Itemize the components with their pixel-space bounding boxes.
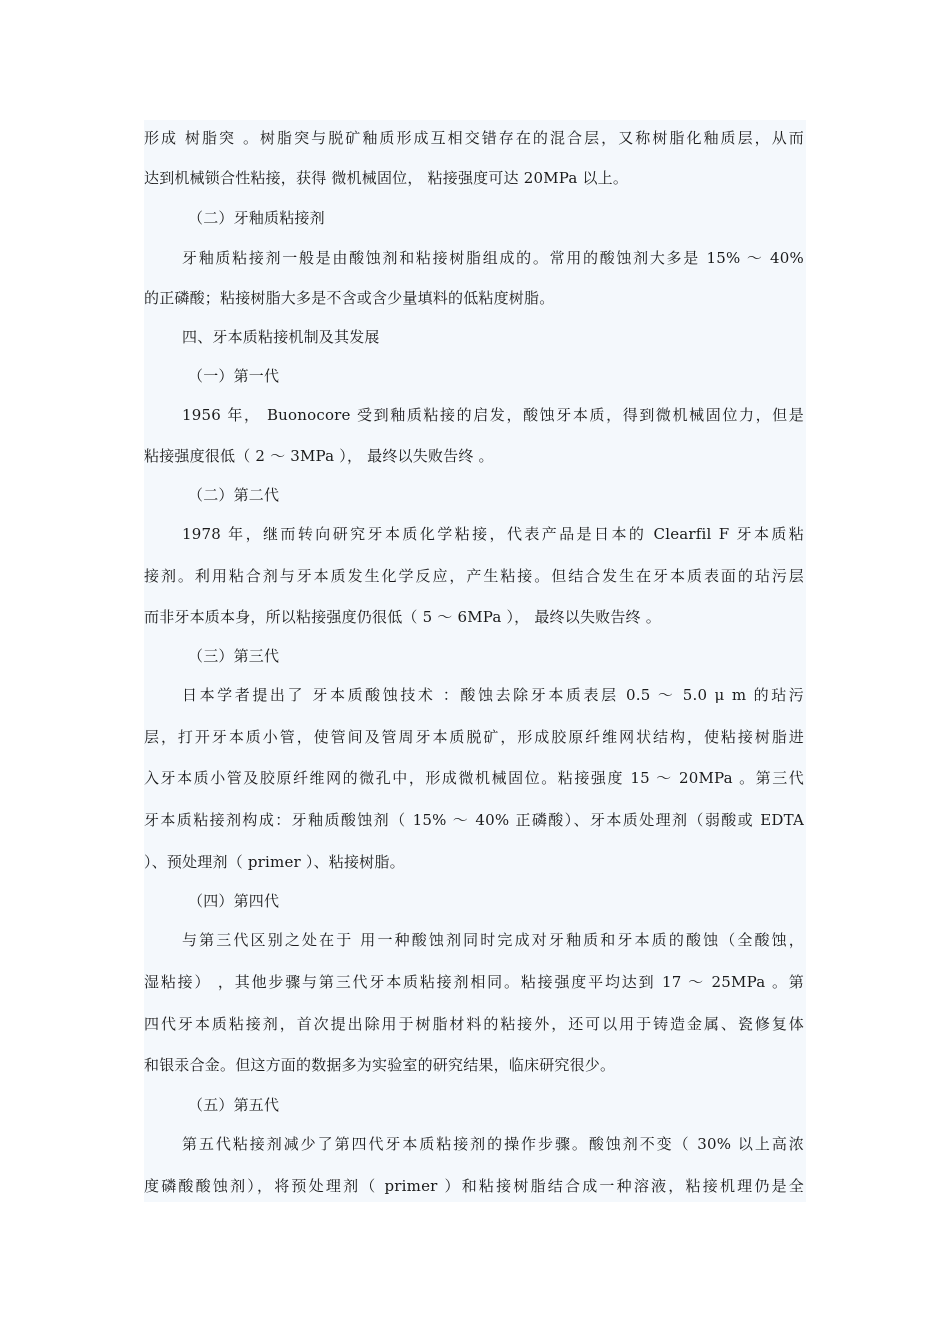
text-line: 而非牙本质本身，所以粘接强度仍很低（ 5 ～ 6MPa ）， 最终以失败告终 。 xyxy=(144,608,661,626)
text-line: 层，打开牙本质小管，使管间及管周牙本质脱矿，形成胶原纤维网状结构，使粘接树脂进 xyxy=(144,728,804,746)
sub-heading: （三）第三代 xyxy=(188,647,280,665)
text-line: 牙本质粘接剂构成：牙釉质酸蚀剂（ 15% ～ 40% 正磷酸）、牙本质处理剂（弱酸或 EDTA xyxy=(144,811,804,829)
sub-heading: （四）第四代 xyxy=(188,892,280,910)
paragraph-first-line: 与第三代区别之处在于 用一种酸蚀剂同时完成对牙釉质和牙本质的酸蚀（全酸蚀， xyxy=(182,931,804,949)
text-line: 湿粘接） ，其他步骤与第三代牙本质粘接剂相同。粘接强度平均达到 17 ～ 25MPa 。第 xyxy=(144,973,804,991)
text-line: 四代牙本质粘接剂，首次提出除用于树脂材料的粘接外，还可以用于铸造金属、瓷修复体 xyxy=(144,1015,804,1033)
paragraph-first-line: 日本学者提出了 牙本质酸蚀技术 ：酸蚀去除牙本质表层 0.5 ～ 5.0 μ m 的玷污 xyxy=(182,686,804,704)
paragraph-first-line: 1978 年，继而转向研究牙本质化学粘接，代表产品是日本的 Clearfil F 牙本质粘 xyxy=(182,525,804,543)
text-line: 和银汞合金。但这方面的数据多为实验室的研究结果，临床研究很少。 xyxy=(144,1056,616,1074)
sub-heading: （一）第一代 xyxy=(188,367,280,385)
text-line: 接剂。利用粘合剂与牙本质发生化学反应，产生粘接。但结合发生在牙本质表面的玷污层 xyxy=(144,567,804,585)
section-heading: 四、牙本质粘接机制及其发展 xyxy=(182,328,380,346)
text-line: 达到机械锁合性粘接，获得 微机械固位， 粘接强度可达 20MPa 以上。 xyxy=(144,169,629,187)
sub-heading: （二）第二代 xyxy=(188,486,280,504)
text-line: ）、预处理剂（ primer ）、粘接树脂。 xyxy=(144,853,405,871)
text-line: 入牙本质小管及胶原纤维网的微孔中，形成微机械固位。粘接强度 15 ～ 20MPa 。第三代 xyxy=(144,769,804,787)
document-text-block xyxy=(144,120,806,1202)
sub-heading: （五）第五代 xyxy=(188,1096,280,1114)
text-line: 度磷酸酸蚀剂），将预处理剂（ primer ）和粘接树脂结合成一种溶液，粘接机理仍是全 xyxy=(144,1177,804,1195)
paragraph-first-line: 第五代粘接剂减少了第四代牙本质粘接剂的操作步骤。酸蚀剂不变（ 30% 以上高浓 xyxy=(182,1135,804,1153)
text-line: 的正磷酸；粘接树脂大多是不含或含少量填料的低粘度树脂。 xyxy=(144,289,555,307)
sub-heading: （二）牙釉质粘接剂 xyxy=(188,209,325,227)
text-line: 粘接强度很低（ 2 ～ 3MPa ）， 最终以失败告终 。 xyxy=(144,447,494,465)
text-line: 形成 树脂突 。树脂突与脱矿釉质形成互相交错存在的混合层，又称树脂化釉质层，从而 xyxy=(144,129,804,147)
paragraph-first-line: 牙釉质粘接剂一般是由酸蚀剂和粘接树脂组成的。常用的酸蚀剂大多是 15% ～ 40% xyxy=(182,249,804,267)
paragraph-first-line: 1956 年， Buonocore 受到釉质粘接的启发，酸蚀牙本质，得到微机械固位力，但是 xyxy=(182,406,804,424)
